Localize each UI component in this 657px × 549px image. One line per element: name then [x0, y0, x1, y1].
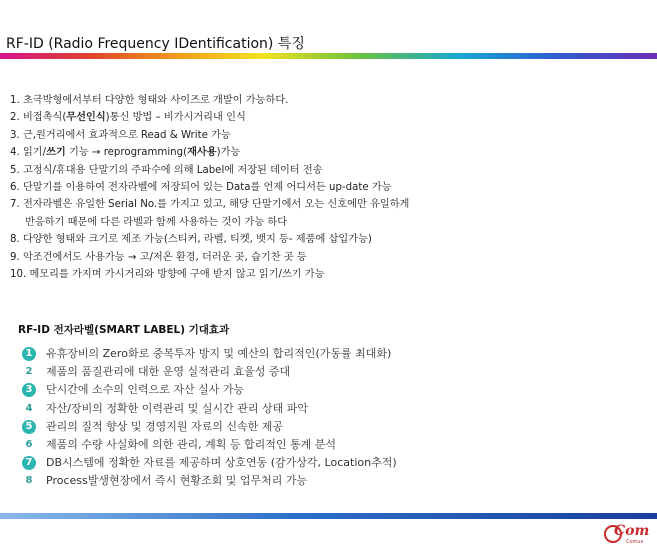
effect-item: 1 유휴장비의 Zero화로 중복투자 방지 및 예산의 합리적인(가동률 최대화) [22, 345, 397, 363]
number-badge: 1 [22, 347, 36, 361]
list-item: 2. 비접촉식(무선인식)통신 방법 – 비가시거리내 인식 [10, 112, 246, 124]
number-badge: 3 [22, 383, 36, 397]
feature-list [10, 92, 409, 283]
effect-item: 4 자산/장비의 정확한 이력관리 및 실시간 관리 상태 파악 [22, 400, 397, 418]
list-item-continuation: 반응하기 때문에 다른 라벨과 함께 사용하는 것이 가능 하다 [25, 216, 288, 228]
company-logo: Com Comus [604, 523, 656, 547]
list-item: 9. 악조건에서도 사용가능 → 고/저온 환경, 더러운 곳, 습기찬 곳 등 [10, 251, 307, 263]
list-item: 7. 전자라벨은 유일한 Serial No.를 가지고 있고, 해당 단말기에서 오는 신호에만 유일하게 [10, 199, 410, 211]
list-item: 5. 고정식/휴대용 단말기의 주파수에 의해 Label에 저장된 데이터 전송 [10, 164, 323, 176]
footer-bar [0, 513, 657, 519]
number-badge: 4 [25, 402, 33, 414]
effect-item: 2 제품의 품질관리에 대한 운영 실적관리 효율성 증대 [22, 363, 397, 381]
number-badge: 2 [25, 366, 33, 378]
effects-list [22, 345, 397, 491]
list-item: 4. 읽기/쓰기 기능 → reprogramming(재사용)가능 [10, 147, 241, 159]
list-item: 1. 초극박형에서부터 다양한 형태와 사이즈로 개발이 가능하다. [10, 95, 289, 106]
effect-item: 8 Process발생현장에서 즉시 현황조회 및 업무처리 가능 [22, 472, 397, 490]
list-item: 8. 다양한 형태와 크기로 제조 가능(스티커, 라벨, 티켓, 뱃지 등- 제품에 삽입가능) [10, 234, 372, 246]
effects-heading: RF-ID 전자라벨(SMART LABEL) 기대효과 [18, 324, 230, 336]
effect-item: 3 단시간에 소수의 인력으로 자산 실사 가능 [22, 381, 397, 399]
number-badge: 5 [22, 420, 36, 434]
effect-item: 7 DB시스템에 정확한 자료를 제공하며 상호연동 (감가상각, Location추적) [22, 454, 397, 472]
list-item: 6. 단말기를 이용하여 전자라벨에 저장되어 있는 Data를 언제 어디서든 up-date 가능 [10, 182, 392, 194]
list-item: 10. 메모리를 가지며 가시거리와 방향에 구애 받지 않고 읽기/쓰기 가능 [10, 269, 325, 281]
number-badge: 6 [25, 439, 33, 451]
number-badge: 8 [25, 475, 33, 487]
page-title: RF-ID (Radio Frequency IDentification) 특징 [6, 36, 305, 52]
list-item: 3. 근,원거리에서 효과적으로 Read & Write 가능 [10, 129, 231, 141]
rainbow-divider [0, 53, 657, 59]
effect-item: 6 제품의 수량 사실화에 의한 관리, 계획 등 합리적인 통계 분석 [22, 436, 397, 454]
effect-item: 5 관리의 질적 향상 및 경영지원 자료의 신속한 제공 [22, 418, 397, 436]
number-badge: 7 [22, 456, 36, 470]
